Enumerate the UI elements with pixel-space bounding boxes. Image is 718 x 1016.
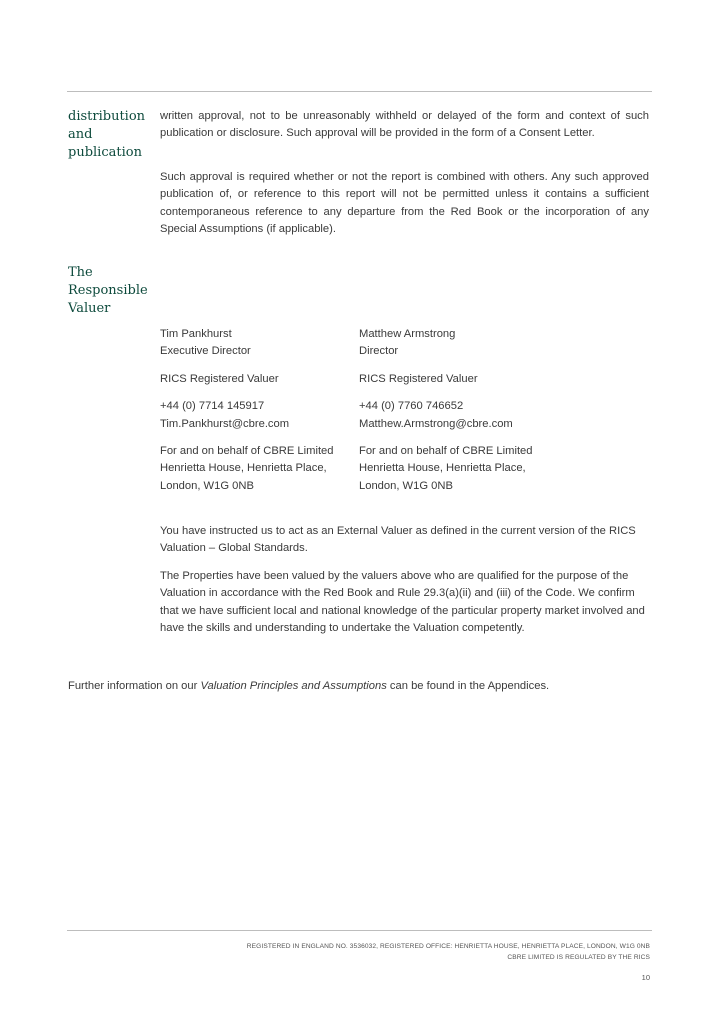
valuer-address-line: London, W1G 0NB (160, 479, 254, 492)
heading-line: The (68, 265, 93, 280)
valuer-address-line: Henrietta House, Henrietta Place, (160, 462, 327, 475)
valuer-phone: +44 (0) 7714 145917 (160, 400, 265, 413)
valuer-left-block (160, 326, 334, 495)
valuer-role: Director (359, 345, 399, 358)
heading-line: publication (68, 145, 142, 160)
top-rule (67, 91, 652, 92)
valuer-registered: RICS Registered Valuer (359, 372, 478, 385)
footer-regulation: CBRE LIMITED IS REGULATED BY THE RICS (507, 954, 650, 961)
valuer-address-line: For and on behalf of CBRE Limited (160, 445, 334, 458)
valuer-role: Executive Director (160, 345, 251, 358)
valuer-paragraph-2: The Properties have been valued by the valuers above who are qualified for the purpose of the Valuation in accordance with the Red Book and Rule 29.3(a)(ii) and (iii) of the Code. We confirm that we have sufficient local and national knowledge of the particular property market involved and have the skills and understanding to undertake the Valuation competently. (160, 570, 645, 635)
footer (247, 941, 650, 963)
further-information (68, 678, 549, 695)
valuer-name: Matthew Armstrong (359, 328, 456, 340)
valuer-address-line: London, W1G 0NB (359, 479, 453, 492)
valuer-registered: RICS Registered Valuer (160, 372, 279, 385)
valuer-right-block (359, 326, 533, 495)
section-heading-valuer (68, 264, 148, 318)
valuer-address-line: Henrietta House, Henrietta Place, (359, 462, 526, 475)
distribution-paragraph-2: Such approval is required whether or not the report is combined with others. Any such approved publication of, or reference to this report will not be permitted unless it contains a sufficient contemporaneous reference to any departure from the Red Book or the incorporation of any Special Assumptions (if applicable). (160, 171, 649, 236)
bottom-rule (67, 930, 652, 931)
valuer-email: Matthew.Armstrong@cbre.com (359, 417, 513, 430)
page-number: 10 (641, 973, 650, 982)
distribution-paragraph-1: written approval, not to be unreasonably withheld or delayed of the form and context of such publication or disclosure. Such approval will be provided in the form of a Consent Letter. (160, 110, 649, 140)
footer-registration: REGISTERED IN ENGLAND NO. 3536032, REGISTERED OFFICE: HENRIETTA HOUSE, HENRIETTA PLACE, LONDON, W1G 0NB (246, 943, 650, 950)
heading-line: Valuer (68, 301, 111, 316)
valuer-name: Tim Pankhurst (160, 328, 232, 340)
further-info-before: Further information on our (68, 680, 201, 692)
valuer-phone: +44 (0) 7760 746652 (359, 400, 464, 413)
heading-line: and (68, 127, 93, 142)
heading-line: Responsible (68, 283, 148, 298)
valuer-email: Tim.Pankhurst@cbre.com (160, 417, 290, 430)
section-heading-distribution (68, 108, 145, 162)
valuer-address-line: For and on behalf of CBRE Limited (359, 445, 533, 458)
valuer-paragraph-1: You have instructed us to act as an External Valuer as defined in the current version of the RICS Valuation – Global Standards. (160, 525, 636, 555)
further-info-italic: Valuation Principles and Assumptions (200, 680, 387, 692)
further-info-after: can be found in the Appendices. (386, 680, 550, 692)
heading-line: distribution (68, 109, 146, 124)
